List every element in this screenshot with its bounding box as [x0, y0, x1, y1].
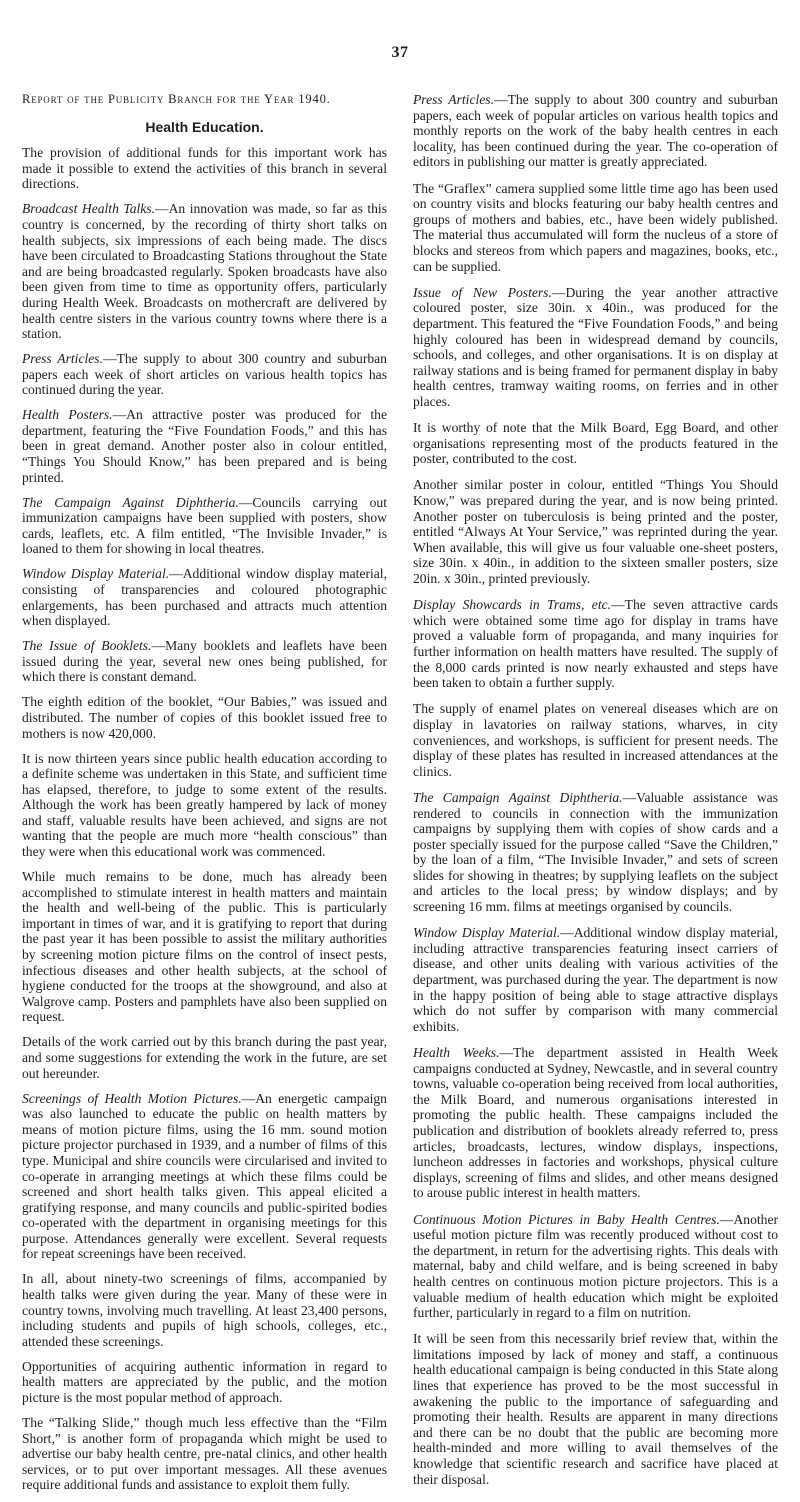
right-paragraphs — [413, 92, 778, 1487]
paragraph-text: —The supply to about 300 country and suburban papers, each week of popular articles on various health topics and monthly reports on the work of the baby health centres in each locality, has been continued during the year. The co-operation of editors in publishing our matter is greatly appreciated. — [413, 92, 778, 170]
paragraph — [413, 1212, 778, 1321]
paragraph-heading: Press Articles. — [22, 351, 103, 367]
paragraph — [22, 751, 387, 860]
paragraph-text: Details of the work carried out by this branch during the past year, and some suggestions for extending the work in the future, are set out hereunder. — [22, 1034, 387, 1081]
paragraph-text: It will be seen from this necessarily brief review that, within the limitations imposed by lack of money and staff, a continuous health educational campaign is being conducted in this State along lines that experience has proved to be the most successful in awakening the public to the importance of safeguarding and promoting their health. Results are apparent in many directions and there can be no doubt that the public are becoming more health-minded and more willing to avail themselves of the knowledge that scientific research and sacrifice have placed at their disposal. — [413, 1331, 778, 1487]
paragraph — [22, 201, 387, 341]
paragraph-text: —Many booklets and leaflets have been issued during the year, several new ones being published, for which there is constant demand. — [22, 638, 387, 685]
running-head: Report of the Publicity Branch for the Year 1940. — [22, 92, 331, 106]
paragraph — [22, 351, 387, 398]
page-number: 37 — [391, 44, 409, 61]
paragraph — [22, 694, 387, 741]
paragraph — [22, 1415, 387, 1493]
paragraph — [22, 1091, 387, 1263]
paragraph-heading: Window Display Material. — [413, 925, 561, 941]
paragraph — [22, 495, 387, 557]
paragraph-text: The “Talking Slide,” though much less effective than the “Film Short,” is another form of propaganda which might be used to advertise our baby health centre, pre-natal clinics, and other health services, or to put over important messages. All these avenues require additional funds and assistance to exploit them fully. — [22, 1415, 387, 1493]
paragraph — [22, 145, 387, 192]
paragraph-text: —An attractive poster was produced for the department, featuring the “Five Foundation Foods,” and this has been in great demand. Another poster also in colour entitled, “Things You Should Know,” has been prepared and is being printed. — [22, 407, 388, 485]
paragraph-text: Another similar poster in colour, entitled “Things You Should Know,” was prepared during the year, and is now being printed. Another poster on tuberculosis is being printed and the poster, entitled “Always At Your Service,” was reprinted during the year. When available, this will give us four valuable one-sheet posters, size 30in. x 40in., in addition to the sixteen smaller posters, size 20in. x 30in., printed previously. — [413, 477, 778, 586]
paragraph — [22, 1359, 387, 1406]
paragraph-heading: Window Display Material. — [22, 566, 170, 582]
paragraph — [413, 92, 778, 170]
paragraph-text: —Additional window display material, consisting of transparencies and coloured photographic enlargements, has been purchased and attracts much attention when displayed. — [22, 566, 387, 629]
paragraph-text: —During the year another attractive coloured poster, size 30in. x 40in., was produced for the department. This featured the “Five Foundation Foods,” and being highly coloured has been in widespread demand by councils, schools, and colleges, and other organisations. It is on display at railway stations and is being framed for permanent display in baby health centres, tramway waiting rooms, on ferries and in other places. — [413, 284, 778, 409]
paragraph-heading: Broadcast Health Talks. — [22, 201, 155, 217]
paragraph-text: In all, about ninety-two screenings of films, accompanied by health talks were given during the year. Many of these were in country towns, involving much travelling. At least 23,400 persons, including students and pupils of high schools, colleges, etc., attended these screenings. — [22, 1271, 387, 1349]
paragraph-heading: Health Posters. — [22, 407, 113, 423]
paragraph — [22, 869, 387, 1025]
paragraph — [413, 701, 778, 779]
paragraph — [413, 1331, 778, 1487]
paragraph — [413, 790, 778, 915]
paragraph — [22, 1034, 387, 1081]
paragraph-text: The “Graflex” camera supplied some little time ago has been used on country visits and blocks featuring our baby health centres and groups of mothers and babies, etc., have been widely published. The material thus accumulated will form the nucleus of a store of blocks and stereos from which papers and magazines, books, etc., can be supplied. — [413, 180, 778, 274]
left-paragraphs — [22, 145, 387, 1493]
paragraph-text: While much remains to be done, much has already been accomplished to stimulate interest in health matters and maintain the health and well-being of the public. This is particularly important in times of war, and it is gratifying to report that during the past year it has been possible to assist the military authorities by screening motion picture films on the control of insect pests, infectious diseases and other health subjects, at the school of hygiene conducted for the troops at the showground, and also at Walgrove camp. Posters and pamphlets have also been supplied on request. — [22, 869, 387, 1025]
paragraph-text: —Another useful motion picture film was recently produced without cost to the department, in return for the advertising rights. This deals with maternal, baby and child welfare, and is being screened in baby health centres on continuous motion picture projectors. This is a valuable medium of health education which might be exploited further, particularly in regard to a film on nutrition. — [413, 1211, 778, 1321]
paragraph — [22, 407, 387, 485]
paragraph — [413, 420, 778, 467]
paragraph — [413, 285, 778, 410]
paragraph-text: The provision of additional funds for this important work has made it possible to extend the activities of this branch in several directions. — [22, 145, 387, 192]
paragraph-text: —Councils carrying out immunization campaigns have been supplied with posters, show cards, leaflets, etc. A film entitled, “The Invisible Invader,” is loaned to them for showing in local theatres. — [22, 494, 387, 557]
paragraph-text: It is now thirteen years since public health education according to a definite scheme was undertaken in this State, and sufficient time has elapsed, therefore, to judge to some extent of the results. Although the work has been greatly hampered by lack of money and staff, valuable results have been achieved, and signs are not wanting that the people are much more “health conscious” than they were when this educational work was commenced. — [22, 750, 387, 860]
right-column — [413, 92, 778, 1498]
paragraph — [413, 597, 778, 691]
paragraph — [22, 638, 387, 685]
paragraph-text: The eighth edition of the booklet, “Our Babies,” was issued and distributed. The number of copies of this booklet issued free to mothers is now 420,000. — [22, 694, 387, 741]
paragraph-text: The supply of enamel plates on venereal diseases which are on display in lavatories on railway stations, wharves, in city conveniences, and workshops, is sufficient for present needs. The display of these plates has resulted in increased attendances at the clinics. — [413, 701, 778, 779]
paragraph — [22, 566, 387, 628]
paragraph-text: —The department assisted in Health Week campaigns conducted at Sydney, Newcastle, and in several country towns, valuable co-operation being received from local authorities, the Milk Board, and numerous organisations interested in promoting the public health. These campaigns included the publication and distribution of booklets already referred to, press articles, broadcasts, lectures, window displays, inspections, luncheon addresses in factories and workshops, physical culture displays, screening of films and slides, and other means designed to arouse public interest in health matters. — [413, 1045, 778, 1201]
left-column — [22, 92, 387, 1502]
paragraph-heading: Health Weeks. — [413, 1045, 500, 1060]
paragraph — [413, 181, 778, 275]
paragraph-heading: The Issue of Booklets. — [22, 638, 152, 654]
paragraph-heading: Press Articles. — [413, 92, 494, 107]
paragraph-heading: Issue of New Posters. — [413, 284, 552, 300]
paragraph-heading: Display Showcards in Trams, etc. — [413, 597, 612, 613]
paragraph-text: —The seven attractive cards which were obtained some time ago for display in trams have proved a valuable form of propaganda, and many inquiries for further information on health matters have resulted. The supply of the 8,000 cards printed is now nearly exhausted and steps have been taken to obtain a further supply. — [413, 597, 778, 691]
paragraph — [22, 1271, 387, 1349]
paragraph-heading: The Campaign Against Diphtheria. — [413, 789, 623, 805]
paragraph-text: —Valuable assistance was rendered to councils in connection with the immunization campaigns by supplying them with copies of show cards and a poster specially issued for the purpose called “Save the Children,” by the loan of a film, “The Invisible Invader,” and sets of screen slides for showing in theatres; by supplying leaflets on the subject and articles to the local press; by window displays; and by screening 16 mm. films at meetings organised by councils. — [413, 789, 778, 915]
paragraph — [413, 1045, 778, 1201]
paragraph-heading: Screenings of Health Motion Pictures. — [22, 1090, 242, 1106]
paragraph-text: It is worthy of note that the Milk Board, Egg Board, and other organisations representing most of the products featured in the poster, contributed to the cost. — [413, 420, 778, 467]
paragraph-text: —The supply to about 300 country and suburban papers each week of short articles on various health topics has continued during the year. — [22, 351, 387, 398]
paragraph-text: —An energetic campaign was also launched to educate the public on health matters by means of motion picture films, using the 16 mm. sound motion picture projector purchased in 1939, and a number of films of this type. Municipal and shire councils were circularised and invited to co-operate in arranging meetings at which these films could be screened and short health talks given. This appeal elicited a gratifying response, and many councils and public-spirited bodies co-operated with the department in organising meetings for this purpose. Attendances generally were excellent. Several requests for repeat screenings have been received. — [22, 1090, 387, 1262]
section-heading: Health Education. — [145, 118, 264, 135]
paragraph-text: Opportunities of acquiring authentic information in regard to health matters are appreciated by the public, and the motion picture is the most popular method of approach. — [22, 1358, 387, 1406]
paragraph-text: —An innovation was made, so far as this country is concerned, by the recording of thirty short talks on health subjects, six impressions of each being made. The discs have been circulated to Broadcasting Stations throughout the State and are being broadcasted regularly. Spoken broadcasts have also been given from time to time as opportunity offers, particularly during Health Week. Broadcasts on mothercraft are delivered by health centre sisters in the various country towns where there is a station. — [22, 201, 387, 342]
paragraph — [413, 925, 778, 1034]
paragraph-text: —Additional window display material, including attractive transparencies featuring insect carriers of disease, and other units dealing with various activities of the department, was purchased during the year. The department is now in the happy position of being able to stage attractive displays which do not suffer by comparison with many commercial exhibits. — [413, 925, 778, 1034]
paragraph-heading: The Campaign Against Diphtheria. — [22, 494, 239, 510]
paragraph-heading: Continuous Motion Pictures in Baby Health Centres. — [413, 1211, 720, 1227]
paragraph — [413, 477, 778, 586]
